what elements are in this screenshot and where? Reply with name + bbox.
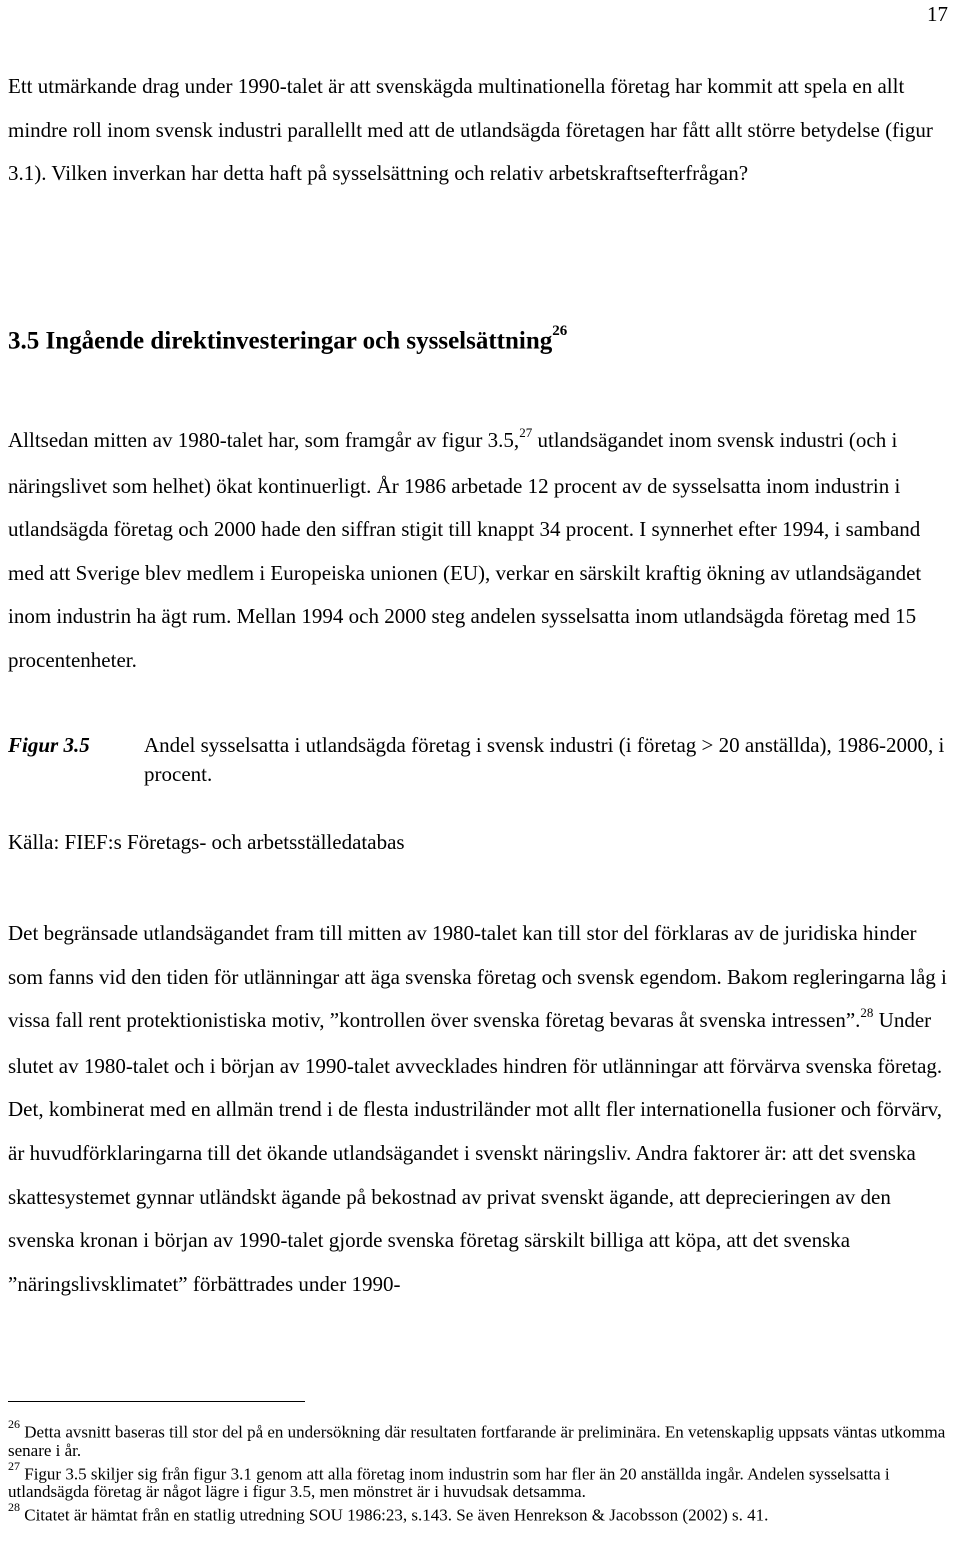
footnote-text: Citatet är hämtat från en statlig utredning SOU 1986:23, s.143. Se även Henrekson & Jacobsson (2002) s. 41.	[20, 1505, 769, 1525]
section-footnote-ref: 26	[552, 323, 568, 339]
footnote-ref-28: 28	[860, 1005, 874, 1021]
footnote-26	[8, 1418, 953, 1460]
page-number: 17	[927, 2, 948, 26]
section-number: 3.5	[8, 327, 40, 355]
figure-label: Figur 3.5	[8, 733, 90, 757]
paragraph-2-part-a: Det begränsade utlandsägandet fram till mitten av 1980-talet kan till stor del förklaras av de juridiska hinder som fanns vid den tiden för utlänningar att äga svenska företag och svensk egendom. Bakom regleringarna låg i vissa fall rent protektionistiska motiv, ”kontrollen över svenska företag bevaras åt svenska intressen”.	[8, 921, 947, 1033]
footnote-number: 27	[8, 1458, 20, 1473]
intro-paragraph: Ett utmärkande drag under 1990-talet är att svenskägda multinationella företag har kommit att spela en allt mindre roll inom svensk industri parallellt med att de utlandsägda företagen har fått allt större betydelse (figur 3.1). Vilken inverkan har detta haft på sysselsättning och relativ arbetskraftsefterfrågan?	[8, 74, 933, 186]
paragraph-1-part-a: Alltsedan mitten av 1980-talet har, som framgår av figur 3.5,	[8, 428, 520, 452]
paragraph-2-part-b: Under slutet av 1980-talet och i början av 1990-talet avvecklades hindren för utlänningar att förvärva svenska företag. Det, kombinerat med en allmän trend i de flesta industriländer mot allt fler internationella fusioner och förvärv, är huvudförklaringarna till det ökande utlandsägandet i svenskt näringsliv. Andra faktorer är: att det svenska skattesystemet gynnar utländskt ägande på bekostnad av privat svenskt ägande, att deprecieringen av den svenska kronan i början av 1990-talet gjorde svenska företag särskilt billiga att köpa, att det svenska ”näringslivsklimatet” förbättrades under 1990-	[8, 1008, 943, 1296]
paragraph-1-part-b: utlandsägandet inom svensk industri (och i näringslivet som helhet) ökat kontinuerligt. År 1986 arbetade 12 procent av de sysselsatta inom industrin i utlandsägda företag och 2000 hade den siffran stigit till knappt 34 procent. I synnerhet efter 1994, i samband med att Sverige blev medlem i Europeiska unionen (EU), verkar en särskilt kraftig ökning av utlandsägandet inom industrin ha ägt rum. Mellan 1994 och 2000 steg andelen sysselsatta inom utlandsägda företag med 15 procentenheter.	[8, 428, 922, 672]
footnote-text: Detta avsnitt baseras till stor del på en undersökning där resultaten fortfarande är preliminära. En vetenskaplig uppsats väntas utkomma senare i år.	[8, 1422, 946, 1460]
intro-paragraph-block	[8, 65, 953, 196]
section-heading	[8, 323, 568, 355]
section-title: Ingående direktinvesteringar och sysselsättning	[45, 327, 553, 355]
footnotes	[8, 1418, 953, 1525]
figure-caption-text: Andel sysselsatta i utlandsägda företag i svensk industri (i företag > 20 anställda), 1986-2000, i procent.	[144, 733, 945, 786]
paragraph-1-block	[8, 419, 953, 683]
footnote-28	[8, 1501, 953, 1525]
paragraph-2-block	[8, 912, 953, 1306]
footnote-separator	[8, 1401, 305, 1402]
paragraph-2	[8, 912, 953, 1306]
footnote-number: 28	[8, 1500, 20, 1515]
figure-source: Källa: FIEF:s Företags- och arbetsställedatabas	[8, 830, 405, 854]
footnote-ref-27: 27	[519, 425, 533, 440]
footnote-number: 26	[8, 1417, 20, 1431]
figure-caption	[8, 731, 953, 789]
paragraph-1	[8, 419, 953, 683]
footnote-27	[8, 1460, 953, 1502]
footnote-text: Figur 3.5 skiljer sig från figur 3.1 genom att alla företag inom industrin som har fler än 20 anställda ingår. Andelen sysselsatta i utlandsägda företag är något lägre i figur 3.5, men mönstret är i huvudsak detsamma.	[8, 1464, 890, 1502]
